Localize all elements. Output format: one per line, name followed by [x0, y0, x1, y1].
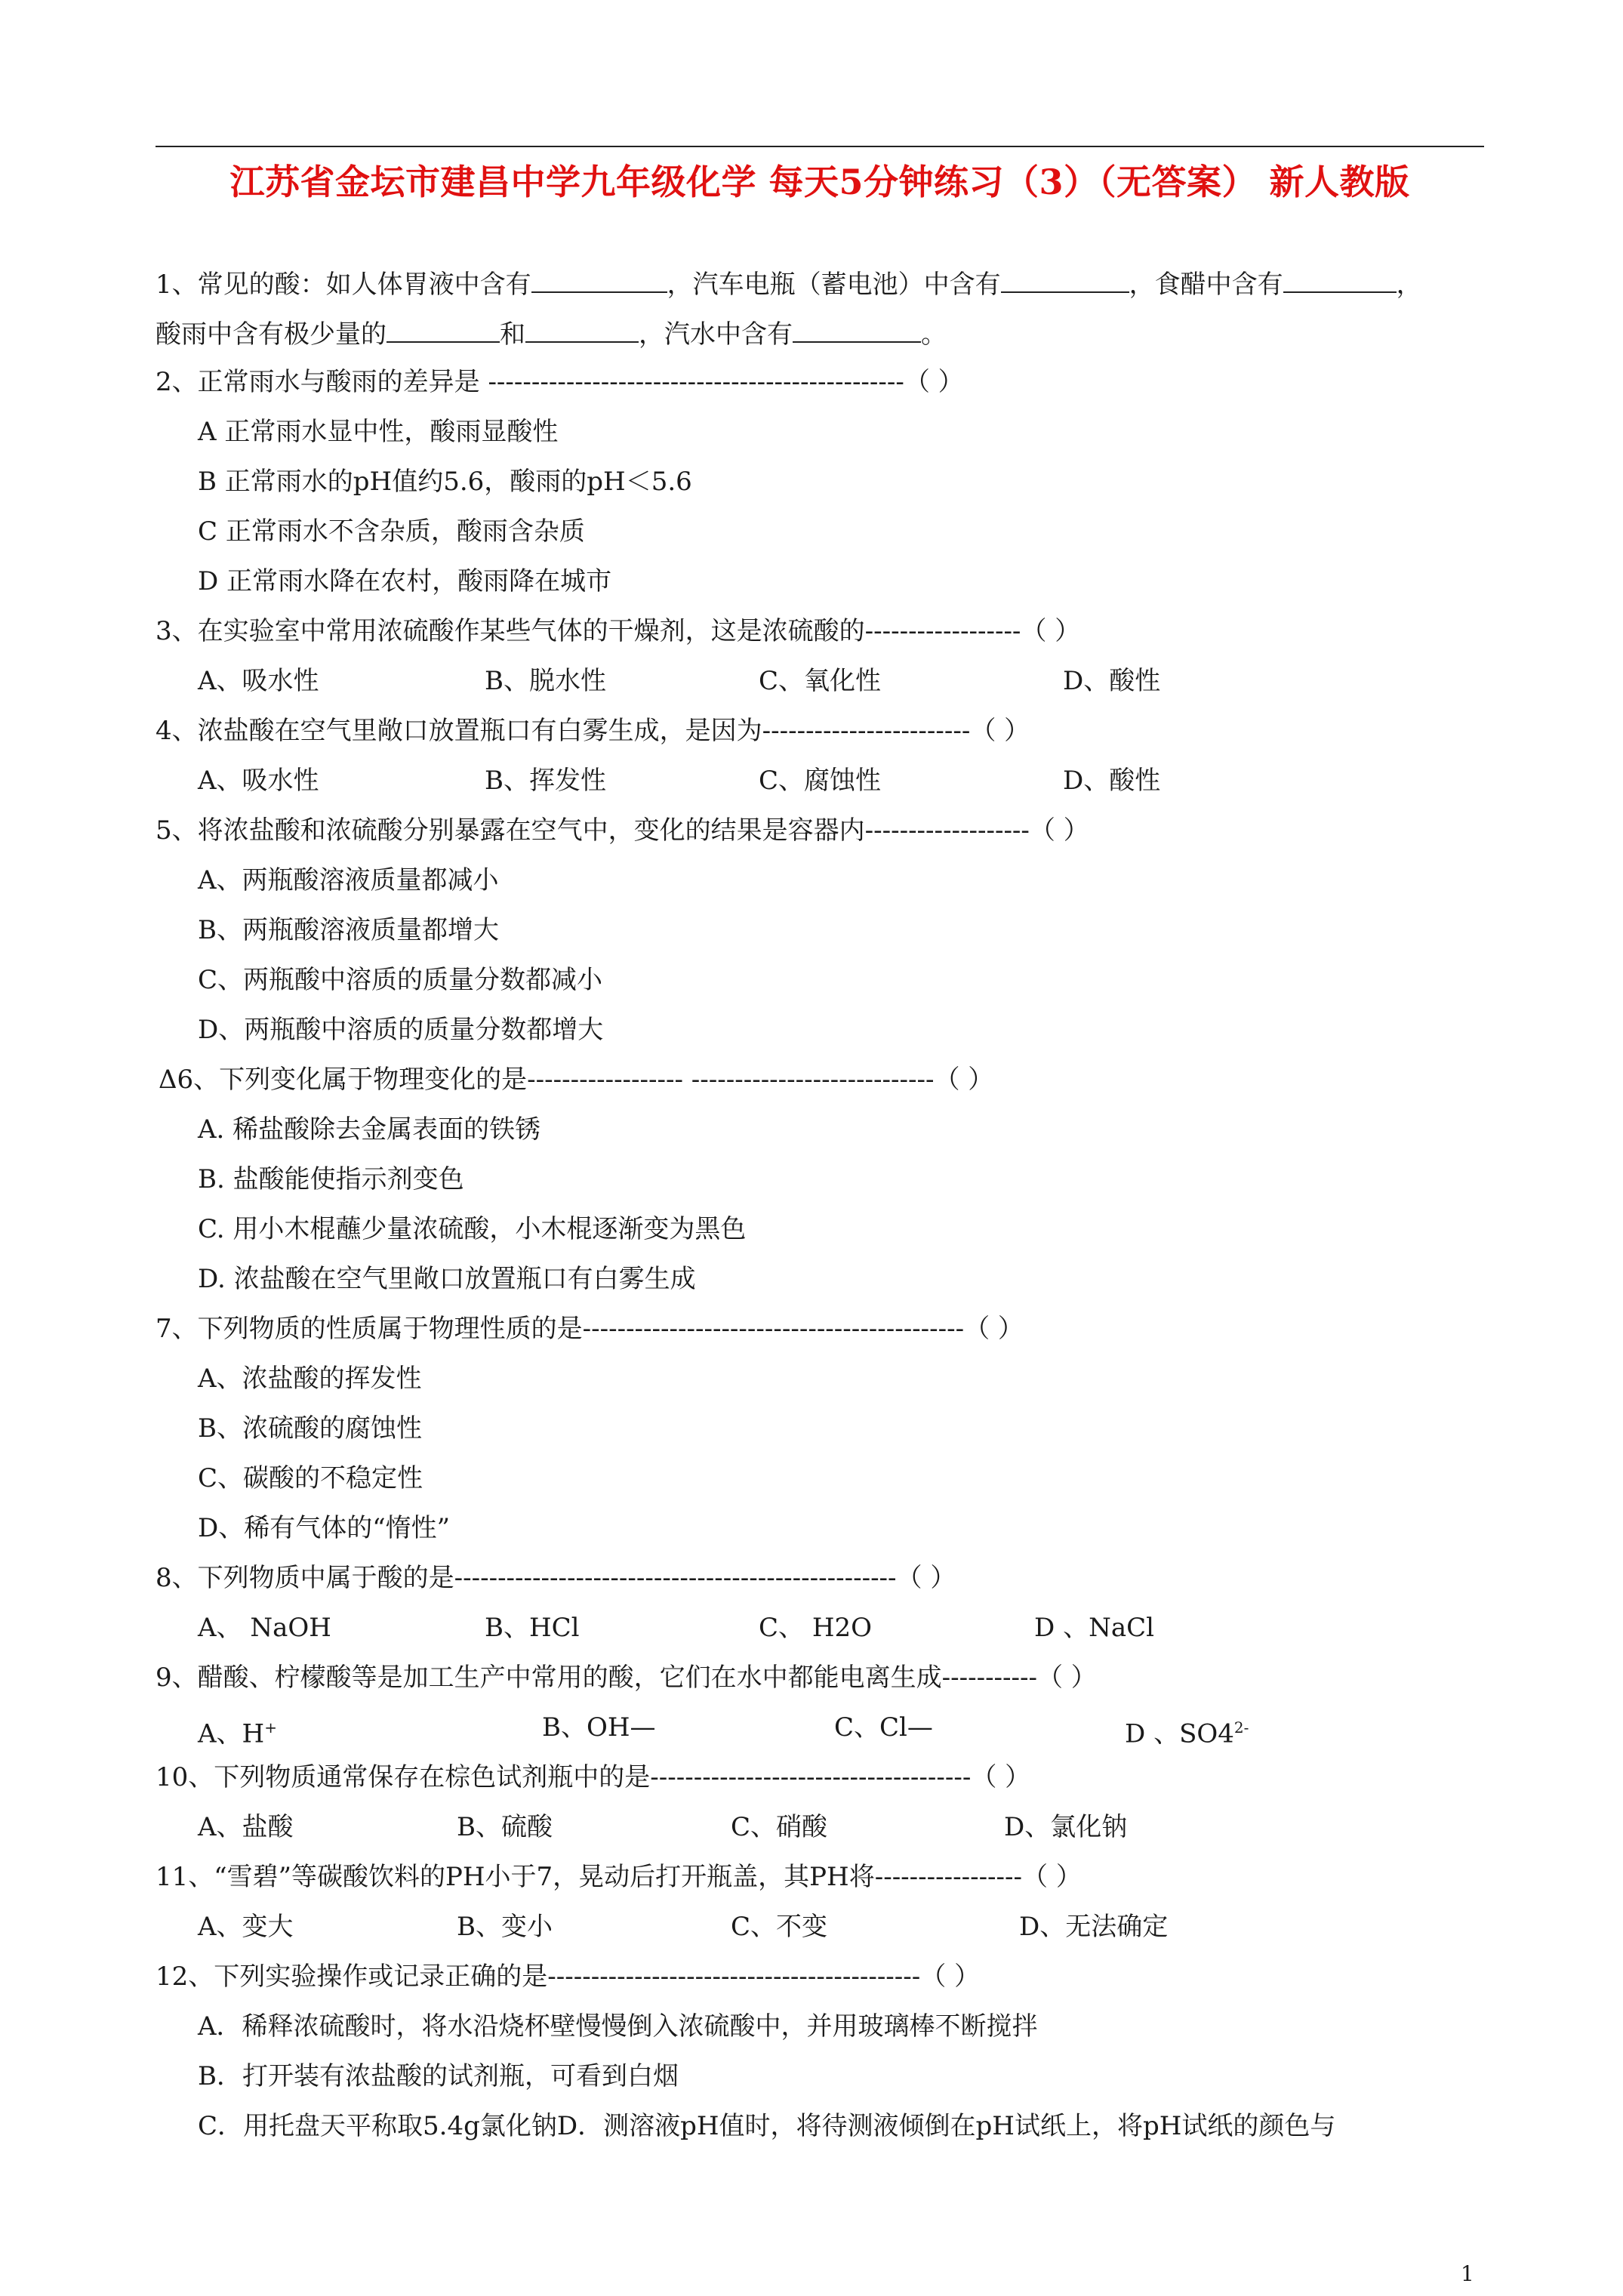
- question-2-option-c: C 正常雨水不含杂质，酸雨含杂质: [198, 516, 585, 547]
- question-3-option-a: A、吸水性: [198, 666, 319, 696]
- question-10-option-b: B、硫酸: [457, 1812, 553, 1842]
- q1-blank-6: [793, 316, 921, 343]
- question-10-option-a: A、盐酸: [198, 1812, 294, 1842]
- question-12-option-a: A．稀释浓硫酸时，将水沿烧杯壁慢慢倒入浓硫酸中，并用玻璃棒不断搅拌: [198, 2011, 1038, 2042]
- question-5-option-b: B、两瓶酸溶液质量都增大: [198, 915, 499, 945]
- question-7-option-a: A、浓盐酸的挥发性: [198, 1364, 422, 1394]
- question-9-option-d: [1125, 1711, 1249, 1750]
- question-3-option-b: B、脱水性: [485, 666, 606, 696]
- question-10-stem: 10、下列物质通常保存在棕色试剂瓶中的是-------------------------------------（ ）: [156, 1762, 1031, 1792]
- question-2-stem: 2、正常雨水与酸雨的差异是 ------------------------------------------------（ ）: [156, 367, 964, 397]
- question-12-stem: 12、下列实验操作或记录正确的是-------------------------------------------（ ）: [156, 1962, 981, 1992]
- q9-d-sup: 2-: [1233, 1718, 1249, 1737]
- q1-blank-4: [387, 316, 500, 343]
- q1-blank-1: [531, 266, 667, 293]
- question-8-option-c: C、 H2O: [759, 1613, 872, 1643]
- question-11-option-d: D、无法确定: [1019, 1912, 1169, 1942]
- question-9-option-b: B、OH—: [542, 1712, 656, 1743]
- question-4-option-d: D、酸性: [1063, 766, 1161, 796]
- question-9-stem: 9、醋酸、柠檬酸等是加工生产中常用的酸，它们在水中都能电离生成-----------（ ）: [156, 1663, 1097, 1693]
- question-3-stem: 3、在实验室中常用浓硫酸作某些气体的干燥剂，这是浓硫酸的------------------（ ）: [156, 616, 1081, 646]
- question-6-stem: Δ6、下列变化属于物理变化的是------------------ ----------------------------（ ）: [159, 1065, 994, 1095]
- question-6-option-b: B. 盐酸能使指示剂变色: [198, 1164, 464, 1194]
- question-10-option-d: D、氯化钠: [1004, 1812, 1128, 1842]
- q9-d-text: D 、SO4: [1125, 1718, 1234, 1749]
- question-7-option-d: D、稀有气体的“惰性”: [198, 1513, 451, 1543]
- question-4-option-b: B、挥发性: [485, 766, 606, 796]
- question-6-option-d: D. 浓盐酸在空气里敞口放置瓶口有白雾生成: [198, 1264, 696, 1294]
- question-11-option-c: C、不变: [731, 1912, 828, 1942]
- question-3-option-c: C、氧化性: [759, 666, 882, 696]
- question-2-option-a: A 正常雨水显中性，酸雨显酸性: [198, 417, 559, 447]
- question-4-option-c: C、腐蚀性: [759, 766, 882, 796]
- question-12-option-c: C．用托盘天平称取5.4g氯化钠D．测溶液pH值时，将待测液倾倒在pH试纸上，将pH试纸的颜色与: [198, 2111, 1336, 2141]
- q1-text-g: ，汽水中含有: [639, 319, 793, 350]
- q9-a-text: A、H: [198, 1718, 265, 1749]
- q1-text-d: ，: [1396, 270, 1422, 300]
- question-6-option-c: C. 用小木棍蘸少量浓硫酸，小木棍逐渐变为黑色: [198, 1214, 747, 1244]
- question-7-option-b: B、浓硫酸的腐蚀性: [198, 1413, 422, 1444]
- question-8-option-d: D 、NaCl: [1034, 1613, 1154, 1643]
- q1-text-c: ，食醋中含有: [1129, 270, 1283, 300]
- question-5-option-a: A、两瓶酸溶液质量都减小: [198, 865, 499, 895]
- page-title: 江苏省金坛市建昌中学九年级化学 每天5分钟练习（3）（无答案） 新人教版: [229, 162, 1410, 202]
- q1-blank-5: [525, 316, 639, 343]
- question-11-option-b: B、变小: [457, 1912, 553, 1942]
- question-5-stem: 5、将浓盐酸和浓硫酸分别暴露在空气中，变化的结果是容器内-------------------（ ）: [156, 815, 1089, 846]
- q1-text-b: ，汽车电瓶（蓄电池）中含有: [667, 270, 1001, 300]
- q9-a-sup: +: [264, 1718, 277, 1737]
- question-8-option-a: A、 NaOH: [198, 1613, 331, 1643]
- question-5-option-d: D、两瓶酸中溶质的质量分数都增大: [198, 1015, 604, 1045]
- question-9-option-a: [198, 1711, 277, 1750]
- question-11-option-a: A、变大: [198, 1912, 294, 1942]
- question-1-line-2: [156, 316, 947, 351]
- page-number: 1: [1461, 2261, 1474, 2286]
- q1-blank-3: [1283, 266, 1397, 293]
- question-9-option-c: C、Cl—: [834, 1712, 933, 1743]
- question-8-stem: 8、下列物质中属于酸的是---------------------------------------------------（ ）: [156, 1563, 956, 1593]
- question-7-option-c: C、碳酸的不稳定性: [198, 1463, 423, 1493]
- question-8-option-b: B、HCl: [485, 1613, 580, 1643]
- q1-text-h: 。: [921, 319, 947, 350]
- q1-text-e: 酸雨中含有极少量的: [156, 319, 387, 350]
- question-12-option-b: B．打开装有浓盐酸的试剂瓶，可看到白烟: [198, 2061, 679, 2091]
- question-7-stem: 7、下列物质的性质属于物理性质的是--------------------------------------------（ ）: [156, 1314, 1024, 1344]
- q1-text-f: 和: [500, 319, 525, 350]
- header-rule: [156, 146, 1484, 147]
- q1-text-a: 1、常见的酸：如人体胃液中含有: [156, 270, 531, 300]
- question-6-option-a: A. 稀盐酸除去金属表面的铁锈: [198, 1114, 541, 1145]
- question-4-option-a: A、吸水性: [198, 766, 319, 796]
- question-2-option-b: B 正常雨水的pH值约5.6，酸雨的pH＜5.6: [198, 467, 692, 497]
- question-1-line-1: [156, 266, 1422, 301]
- question-2-option-d: D 正常雨水降在农村，酸雨降在城市: [198, 566, 612, 596]
- question-3-option-d: D、酸性: [1063, 666, 1161, 696]
- question-5-option-c: C、两瓶酸中溶质的质量分数都减小: [198, 965, 603, 995]
- q1-blank-2: [1001, 266, 1129, 293]
- question-10-option-c: C、硝酸: [731, 1812, 828, 1842]
- question-11-stem: 11、“雪碧”等碳酸饮料的PH小于7，晃动后打开瓶盖，其PH将-----------------（ ）: [156, 1862, 1082, 1892]
- question-4-stem: 4、浓盐酸在空气里敞口放置瓶口有白雾生成，是因为------------------------（ ）: [156, 716, 1030, 746]
